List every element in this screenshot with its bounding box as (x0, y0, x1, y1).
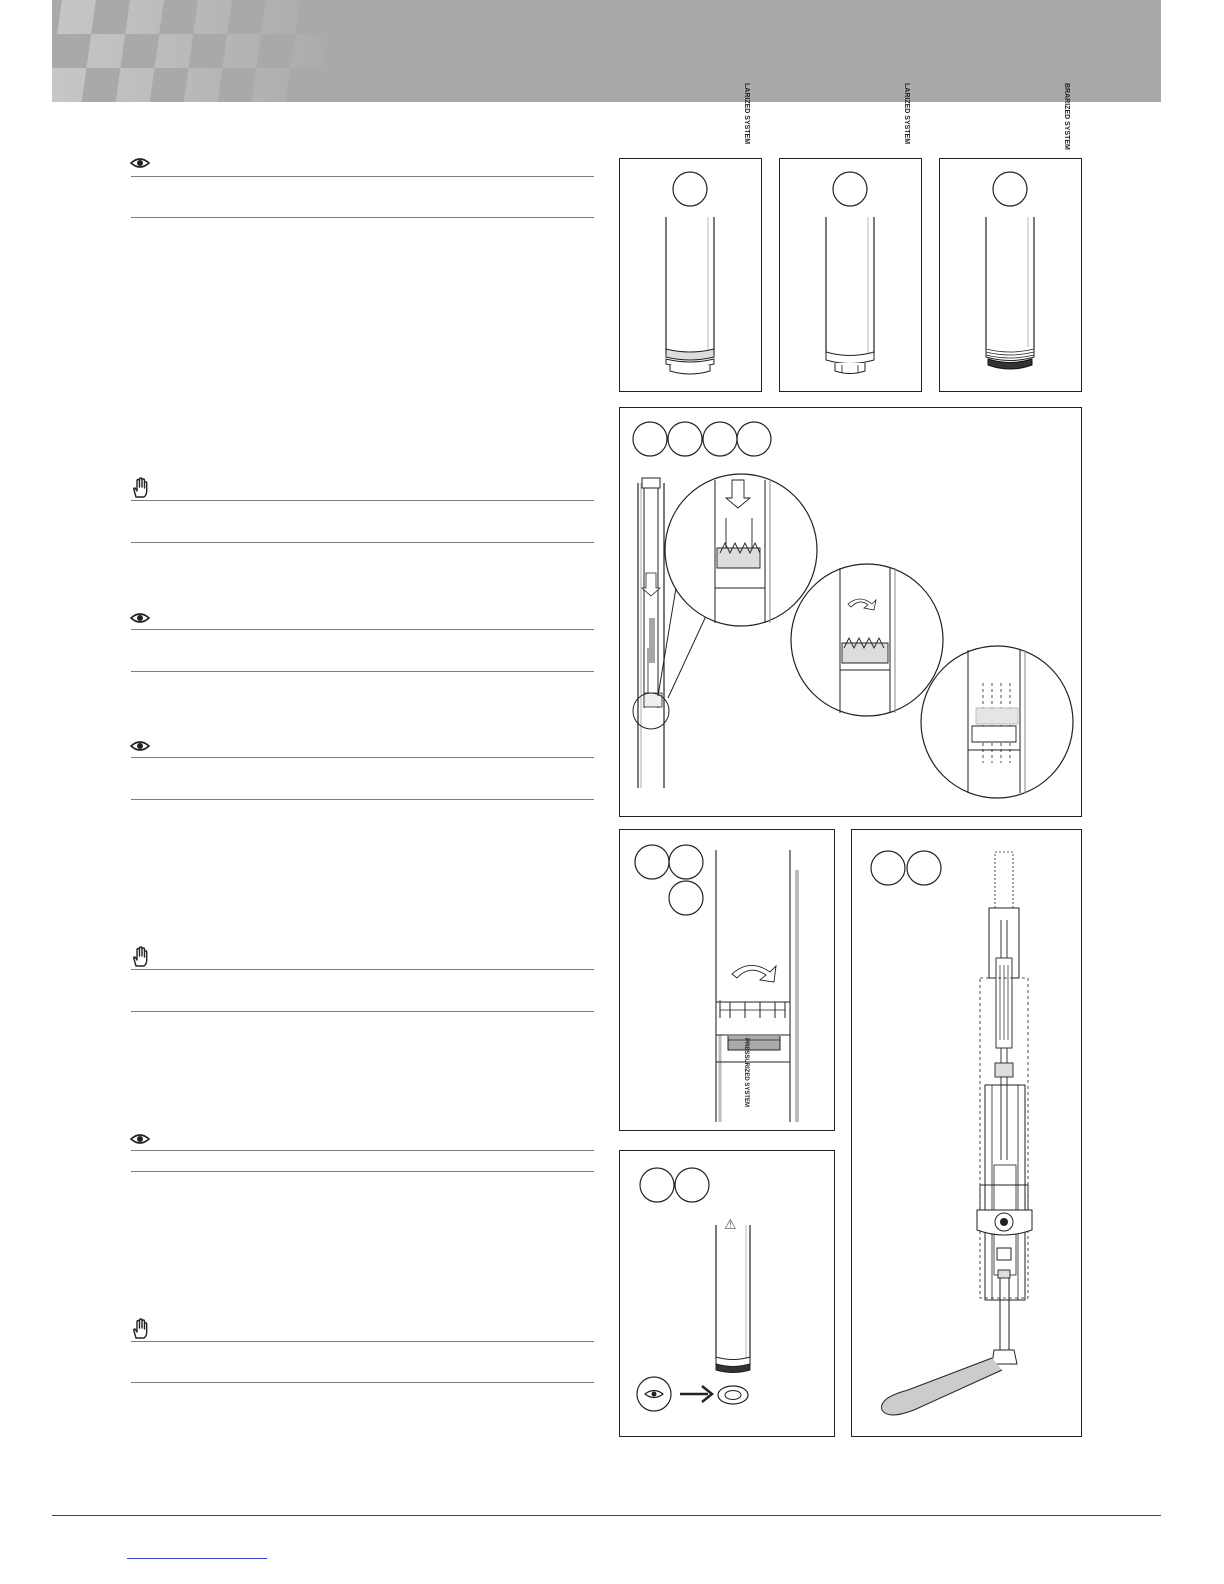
figure-ring-rotation (619, 829, 835, 1131)
step-circle (635, 845, 669, 879)
hand-icon (130, 1318, 150, 1340)
note-rule-top (131, 629, 594, 630)
step-circle (673, 172, 707, 206)
footer-link-underline[interactable] (127, 1558, 267, 1559)
step-circle (640, 1168, 674, 1202)
hand-icon (130, 946, 150, 968)
step-circle (703, 422, 737, 456)
note-rule-bottom (131, 1171, 594, 1172)
step-circle (633, 422, 667, 456)
step-circle (871, 851, 905, 885)
note-rule-top (131, 969, 594, 970)
note-rule-bottom (131, 671, 594, 672)
note-rule-top (131, 1150, 594, 1151)
warning-symbol-icon: ⚠ (724, 1216, 737, 1232)
note-rule-top (131, 500, 594, 501)
cartridge-label: LARIZED SYSTEM (743, 83, 750, 145)
figure-exploded-assembly (851, 829, 1082, 1437)
step-circle (669, 845, 703, 879)
figure-cartridge-3 (939, 83, 1082, 392)
figure-pressurized-cartridge (619, 1038, 835, 1437)
step-circle (675, 1168, 709, 1202)
cartridge-label: BRARIZED SYSTEM (1063, 83, 1070, 150)
note-rule-bottom (131, 1011, 594, 1012)
step-circle (668, 422, 702, 456)
note-rule-bottom (131, 1382, 594, 1383)
note-rule-top (131, 757, 594, 758)
note-rule-top (131, 1341, 594, 1342)
cartridge-label: PRESSURIZED SYSTEM (743, 1038, 749, 1108)
figure-cartridge-2 (779, 83, 922, 392)
figure-installation-sequence (619, 407, 1082, 817)
cartridge-label: LARIZED SYSTEM (903, 83, 910, 145)
step-circle (993, 172, 1027, 206)
step-circle (907, 851, 941, 885)
footer-rule (52, 1515, 1161, 1516)
note-rule-bottom (131, 217, 594, 218)
note-rule-bottom (131, 542, 594, 543)
step-circle (833, 172, 867, 206)
header-band (52, 0, 1161, 102)
note-rule-top (131, 176, 594, 177)
figure-cartridge-1 (619, 83, 762, 392)
step-circle (669, 881, 703, 915)
eye-icon (130, 155, 150, 171)
hand-icon (130, 477, 150, 499)
eye-icon (130, 610, 150, 626)
eye-icon (130, 1131, 150, 1147)
eye-icon (130, 738, 150, 754)
step-circle (737, 422, 771, 456)
checkered-flag-pattern-icon (52, 0, 1161, 102)
note-rule-bottom (131, 799, 594, 800)
